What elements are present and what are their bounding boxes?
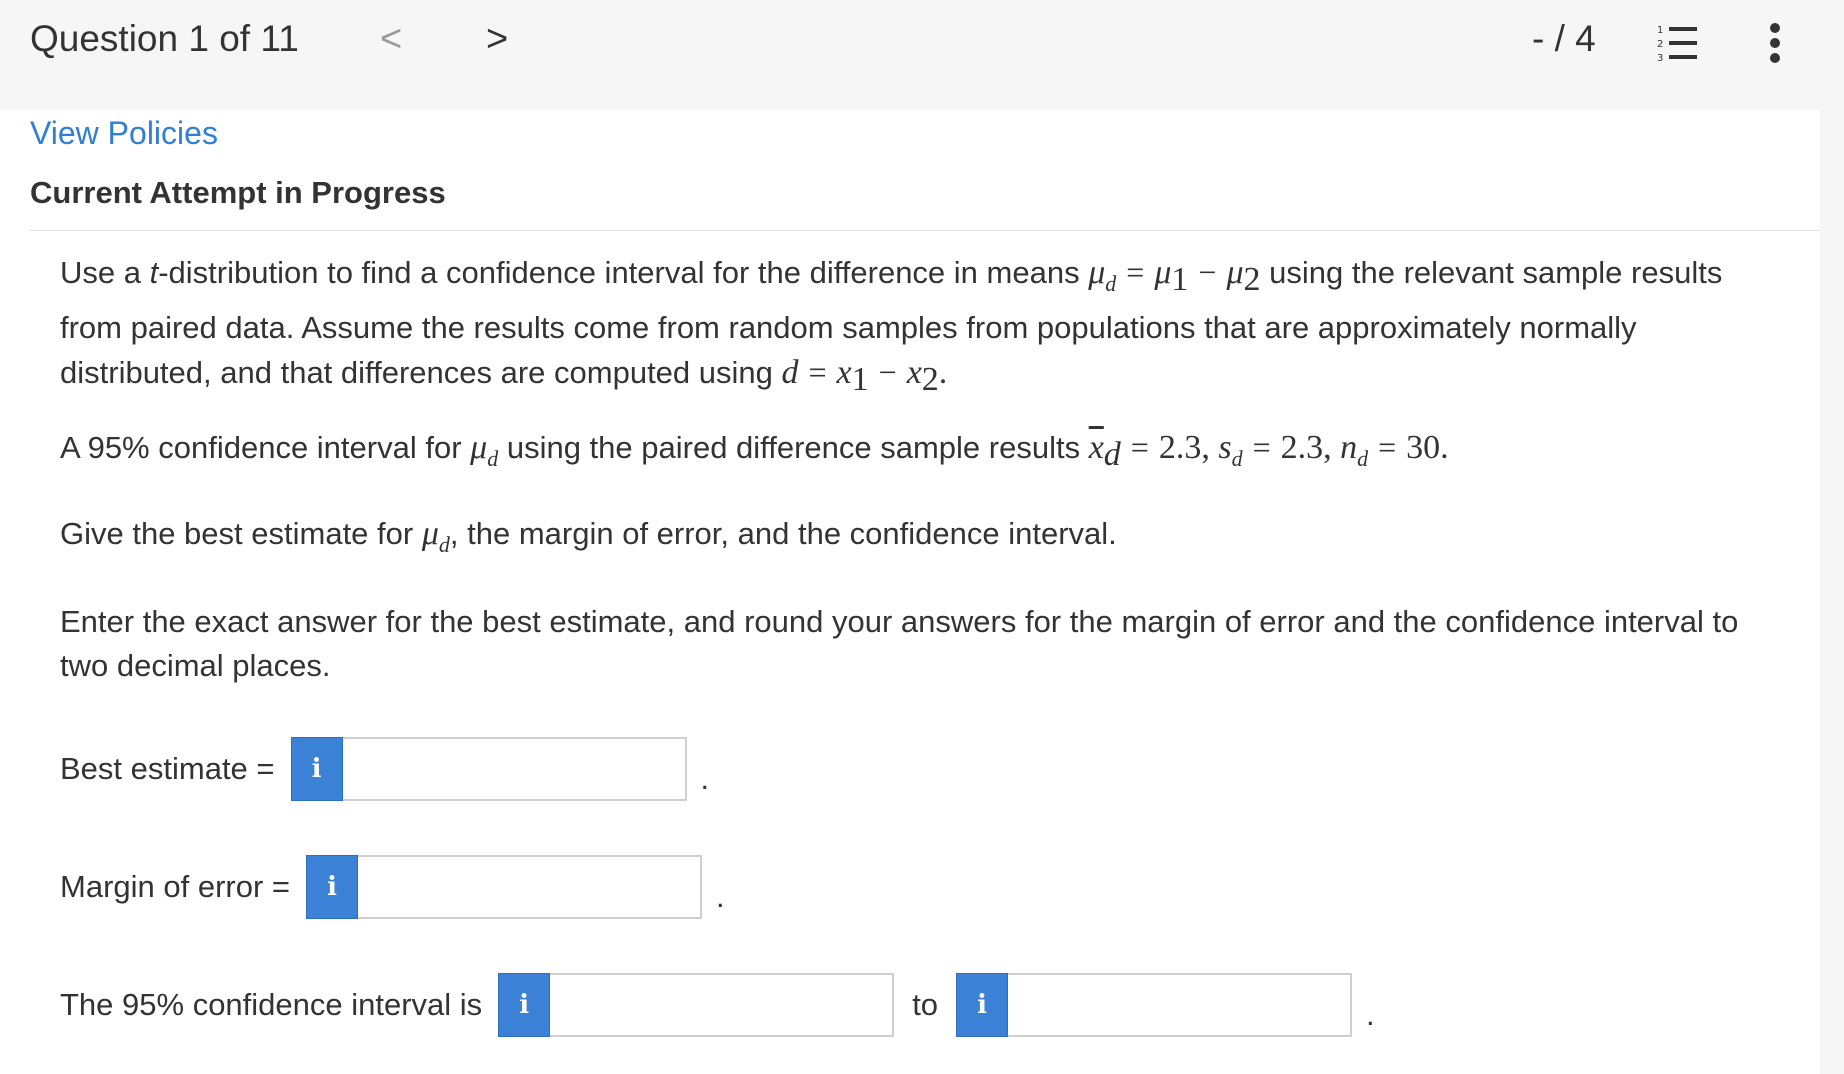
margin-label: Margin of error = (60, 869, 291, 904)
period: . (1366, 997, 1375, 1032)
view-policies-link[interactable]: View Policies (30, 115, 218, 151)
info-button[interactable]: i (291, 737, 343, 801)
ci-upper-input[interactable] (1008, 973, 1352, 1037)
info-button[interactable]: i (498, 973, 550, 1037)
ci-label: The 95% confidence interval is (60, 987, 483, 1022)
next-question-button[interactable]: > (486, 18, 509, 60)
svg-text:2: 2 (1657, 39, 1664, 50)
question-counter: Question 1 of 11 (30, 18, 299, 59)
to-label: to (912, 987, 939, 1022)
question-intro: Use a t-distribution to find a confidence interval for the difference in means $\mu_d = \mu_1 - \mu_2$ using the relevant sample results from paired data. Assume the results come from random samples from populations that are approximately normally distributed, and that differences are computed using $d = x_1 - x_2$. (60, 254, 1723, 398)
divider (30, 230, 1820, 231)
period: . (700, 761, 710, 796)
margin-row (60, 854, 725, 920)
previous-question-button[interactable]: < (380, 18, 403, 60)
best-estimate-input[interactable] (343, 737, 687, 801)
top-bar (0, 0, 1844, 110)
instructions: Enter the exact answer for the best estimate, and round your answers for the margin of error and the confidence interval to two decimal places. (60, 604, 1739, 683)
more-vertical-icon[interactable] (1768, 22, 1782, 64)
ci-row (60, 972, 1375, 1038)
margin-of-error-input[interactable] (358, 855, 702, 919)
score-display: - / 4 (1532, 18, 1596, 59)
ci-lower-input[interactable] (550, 973, 894, 1037)
svg-text:3: 3 (1657, 53, 1664, 62)
period: . (716, 879, 725, 914)
numbered-list-icon[interactable] (1655, 24, 1697, 62)
best-estimate-label: Best estimate = (60, 751, 275, 786)
best-estimate-row (60, 736, 709, 802)
info-button[interactable]: i (306, 855, 358, 919)
attempt-heading: Current Attempt in Progress (30, 175, 446, 210)
ci-statement: A 95% confidence interval for $\mu_d$ using the paired difference sample results $\overline{x}_d = 2.3$, $s_d = 2.3$, $n_d = 30$. (60, 429, 1449, 474)
info-button[interactable]: i (956, 973, 1008, 1037)
give-statement: Give the best estimate for $\mu_d$, the margin of error, and the confidence interval. (60, 515, 1117, 557)
svg-text:1: 1 (1657, 25, 1664, 36)
